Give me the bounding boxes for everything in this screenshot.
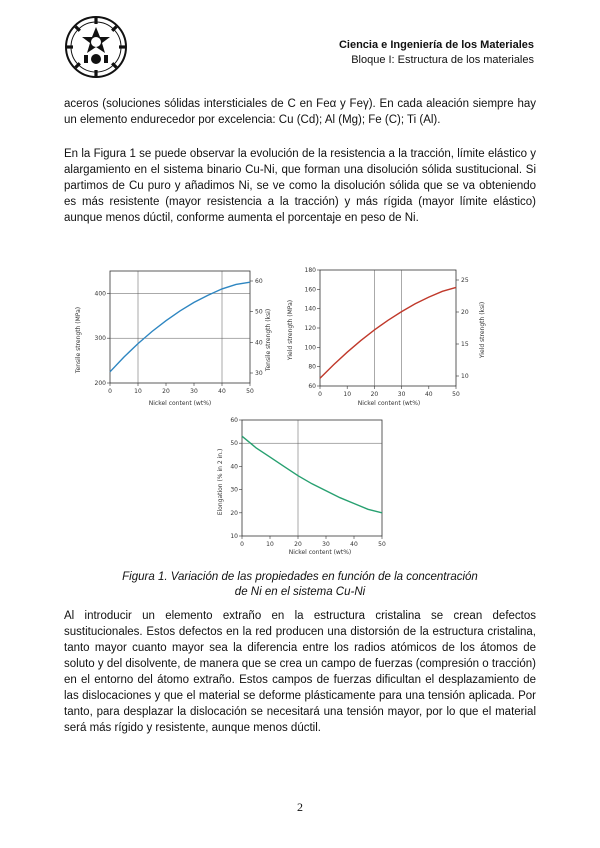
page-number: 2	[297, 800, 303, 814]
y-tick-label: 160	[304, 286, 316, 294]
x-axis-label: Nickel content (wt%)	[288, 549, 352, 556]
y-axis-label: Elongation (% in 2 in.)	[217, 448, 224, 516]
y-tick-label: 120	[304, 325, 316, 332]
y-tick-label: 100	[304, 344, 316, 352]
caption-line-2: de Ni en el sistema Cu-Ni	[234, 586, 366, 598]
x-tick-label: 20	[294, 541, 302, 548]
y-axis-label: Tensile strength (MPa)	[75, 306, 82, 374]
plot-frame	[320, 270, 456, 386]
y2-tick-label: 40	[255, 339, 263, 347]
figure-caption	[64, 570, 536, 600]
y-tick-label: 60	[308, 383, 316, 390]
y2-tick-label: 25	[461, 277, 469, 284]
x-tick-label: 0	[318, 391, 322, 398]
university-seal-logo	[64, 15, 128, 79]
y-tick-label: 180	[304, 267, 316, 274]
header-title: Ciencia e Ingeniería de los Materiales	[338, 39, 534, 51]
y-tick-label: 300	[94, 335, 106, 343]
y2-tick-label: 10	[461, 373, 469, 380]
yield-strength-chart	[280, 262, 492, 414]
y-tick-label: 200	[94, 380, 106, 387]
x-axis-label: Nickel content (wt%)	[357, 400, 421, 407]
x-tick-label: 30	[397, 391, 406, 398]
series-line	[110, 282, 250, 372]
y2-axis-label: Yield strength (ksi)	[479, 301, 486, 359]
elongation-chart	[210, 412, 390, 560]
x-tick-label: 30	[190, 388, 198, 395]
x-tick-label: 10	[266, 541, 274, 548]
x-tick-label: 10	[343, 391, 352, 398]
y-tick-label: 400	[94, 290, 106, 298]
x-tick-label: 50	[452, 391, 460, 398]
x-tick-label: 40	[218, 388, 226, 395]
x-tick-label: 0	[108, 388, 112, 395]
tensile-strength-plot	[66, 265, 276, 415]
paragraph-1: aceros (soluciones sólidas intersticiales de C en Feα y Feγ). En cada aleación siempre hay un elemento endurecedor por excelencia: Cu (Cd); Al (Mg); Fe (C); Ti (Al).	[64, 98, 536, 126]
plot-frame	[110, 271, 250, 383]
y-tick-label: 20	[230, 509, 238, 517]
x-tick-label: 30	[322, 541, 330, 548]
y2-tick-label: 15	[461, 341, 469, 348]
y-tick-label: 50	[230, 440, 238, 448]
x-tick-label: 50	[246, 388, 254, 395]
y2-tick-label: 20	[461, 309, 469, 316]
tensile-strength-chart	[66, 265, 276, 415]
series-line	[320, 287, 456, 378]
x-tick-label: 20	[370, 391, 379, 398]
y-tick-label: 60	[230, 417, 238, 424]
yield-strength-plot	[280, 262, 492, 414]
x-tick-label: 0	[240, 541, 244, 548]
y2-axis-label: Tensile strength (ksi)	[265, 308, 272, 372]
plot-frame	[242, 420, 382, 536]
page-header	[339, 38, 534, 68]
y-tick-label: 40	[230, 463, 238, 471]
paragraph-2: En la Figura 1 se puede observar la evolución de la resistencia a la tracción, límite elástico y alargamiento en el sistema binario Cu-Ni, que forman una disolución sólida sustitucional. Si partimos de Cu puro y añadimos Ni, se ve como la disolución sólida que se va obteniendo es más resistente (mayor resistencia a la tracción) y más rígida (mayor límite elástico) aunque menos dúctil, conforme aumenta el porcentaje en peso de Ni.	[64, 148, 536, 224]
y-tick-label: 80	[308, 363, 316, 371]
y-tick-label: 140	[304, 305, 316, 313]
series-line	[242, 436, 382, 513]
x-tick-label: 40	[424, 391, 433, 398]
y2-tick-label: 50	[255, 308, 263, 316]
y-axis-label: Yield strength (MPa)	[287, 299, 294, 361]
x-tick-label: 50	[378, 541, 386, 548]
elongation-plot	[210, 412, 390, 560]
x-tick-label: 40	[350, 541, 358, 548]
paragraph-3: Al introducir un elemento extraño en la estructura cristalina se crean defectos sustitucionales. Estos defectos en la red producen una distorsión de la estructura cristalina, tanto mayor cuanto mayor sea la diferencia entre los radios atómicos de los átomos de soluto y del disolvente, de manera que se crea un campo de fuerzas (compresión o tracción) en el entorno del átomo extraño. Estos campos de fuerzas dificultan el desplazamiento de las dislocaciones y que el material se deforme plásticamente para una tensión aplicada. Por tanto, para desplazar la dislocación se necesitará una tensión mayor, por lo que el material será más rígido y resistente, aunque menos dúctil.	[64, 610, 536, 734]
y2-tick-label: 60	[255, 278, 263, 285]
y-tick-label: 10	[230, 533, 238, 540]
y-tick-label: 30	[230, 486, 238, 494]
y2-tick-label: 30	[255, 370, 263, 377]
header-subtitle: Bloque I: Estructura de los materiales	[351, 54, 534, 66]
x-tick-label: 10	[134, 388, 142, 395]
x-axis-label: Nickel content (wt%)	[148, 400, 212, 407]
x-tick-label: 20	[162, 388, 170, 395]
caption-line-1: Figura 1. Variación de las propiedades en función de la concentración	[122, 571, 478, 583]
